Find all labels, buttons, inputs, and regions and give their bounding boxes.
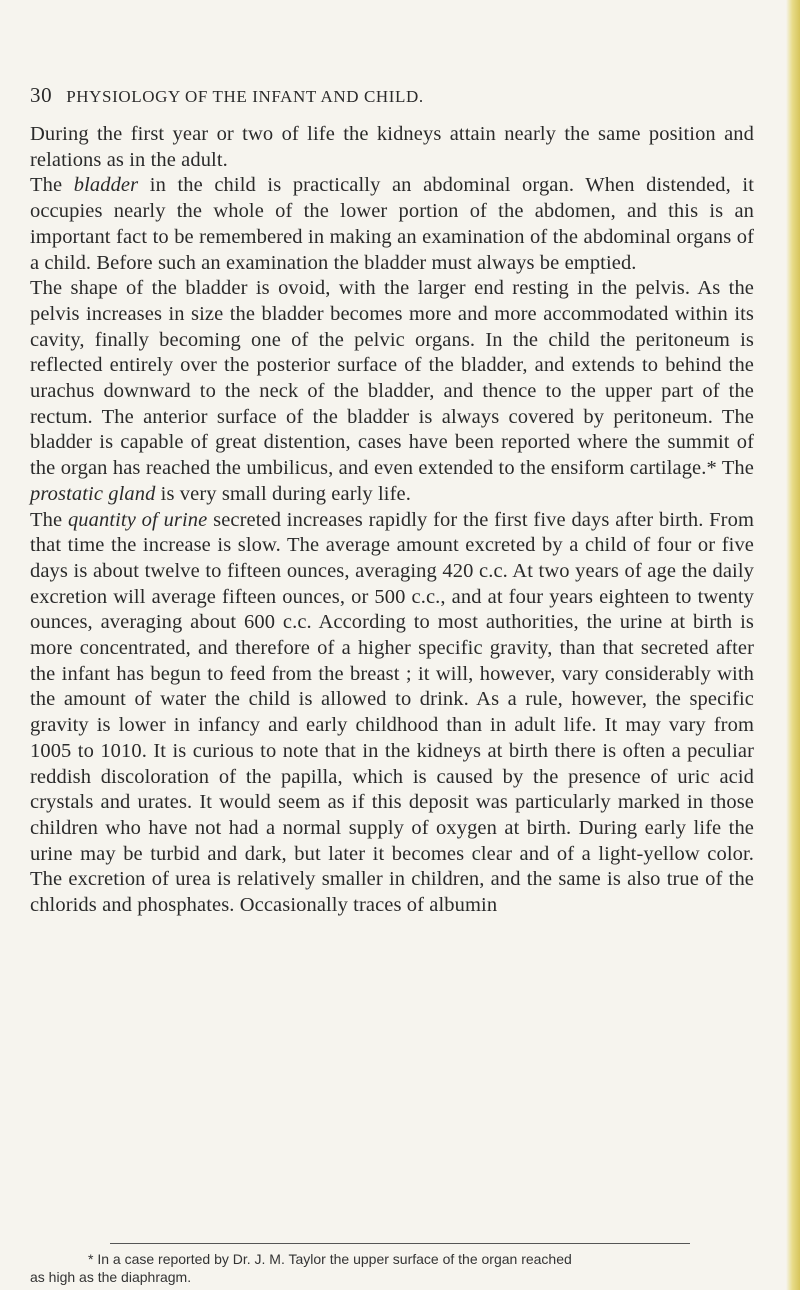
footnote-divider: [110, 1243, 690, 1244]
paragraph-text: During the first year or two of life the kidneys attain nearly the same position and relations as in the adult.: [30, 123, 754, 171]
paragraph-text: is very small during early life.: [155, 482, 411, 505]
body-text: [30, 122, 754, 919]
paragraph-text: The: [30, 174, 74, 197]
paragraph-urine: [30, 508, 754, 919]
running-title: PHYSIOLOGY OF THE INFANT AND CHILD.: [66, 87, 424, 106]
paragraph-bladder-shape: [30, 276, 754, 507]
italic-term: quantity of urine: [67, 508, 208, 531]
page-edge: [786, 0, 800, 1290]
footnote: [30, 1250, 754, 1286]
paragraph-text: secreted increases rapidly for the first five days after birth. From that time the increase is slow. The average amount excreted by a child of four or five days is about twelve to fifteen ounces, averaging 420 c.c. At two years of age the daily excretion will average fifteen ounces, or 500 c.c., and at four years eighteen to twenty ounces, averaging about 600 c.c. According to most authorities, the urine at birth is more concentrated, and therefore of a higher specific gravity, than that secreted after the infant has begun to feed from the breast ; it will, however, vary considerably with the amount of water the child is allowed to drink. As a rule, however, the specific gravity is lower in infancy and early childhood than in adult life. It may vary from 1005 to 1010. It is curious to note that in the kidneys at birth there is often a peculiar reddish discoloration of the papilla, which is caused by the presence of uric acid crystals and urates. It would seem as if this deposit was particularly marked in those children who have not had a normal supply of oxygen at birth. During early life the urine may be turbid and dark, but later it becomes clear and of a light-yellow color. The excretion of urea is relatively smaller in children, and the same is also true of the chlorids and phosphates. Occasionally traces of albumin: [30, 508, 755, 917]
paragraph-kidneys: [30, 122, 754, 173]
footnote-line: * In a case reported by Dr. J. M. Taylor the upper surface of the organ reached: [88, 1251, 572, 1267]
footnote-line: as high as the diaphragm.: [30, 1269, 192, 1285]
italic-term: bladder: [73, 174, 139, 197]
running-header: [30, 83, 750, 108]
paragraph-text: The shape of the bladder is ovoid, with the larger end resting in the pelvis. As the pelvis increases in size the bladder becomes more and more accommodated within its cavity, finally becoming one of the pelvic organs. In the child the peritoneum is reflected entirely over the posterior surface of the bladder, and extends to behind the urachus downward to the neck of the bladder, and thence to the upper part of the rectum. The anterior surface of the bladder is always covered by peritoneum. The bladder is capable of great distention, cases have been reported where the summit of the organ has reached the umbilicus, and even extended to the ensiform cartilage.* The: [30, 277, 754, 480]
paragraph-bladder: [30, 173, 754, 276]
page-number: 30: [30, 83, 53, 107]
paragraph-text: in the child is practically an abdominal organ. When distended, it occupies nearly the whole of the lower portion of the abdomen, and this is an important fact to be remembered in making an examination of the abdominal organs of a child. Before such an examination the bladder must always be emptied.: [30, 174, 754, 274]
paragraph-text: The: [30, 508, 68, 531]
italic-term: prostatic gland: [30, 482, 156, 505]
